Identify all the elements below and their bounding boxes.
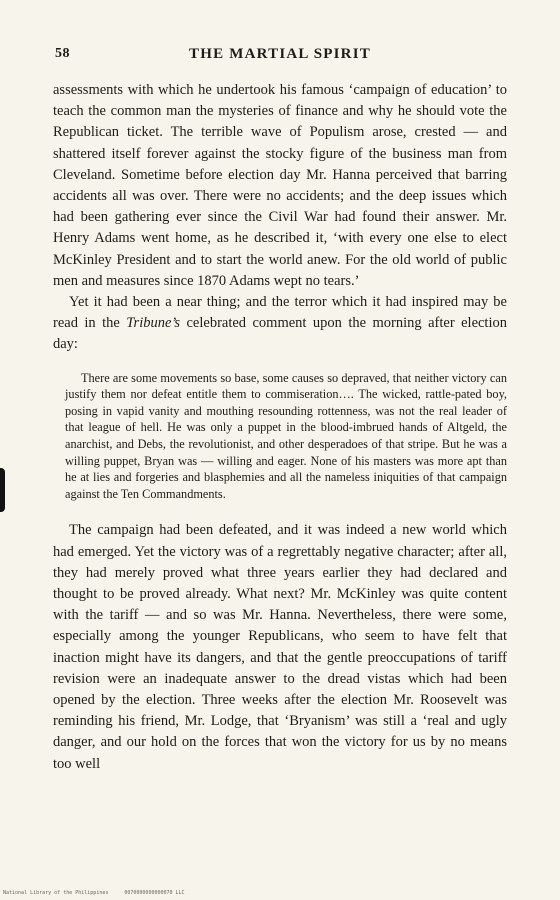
scan-edge-mark [0,468,5,512]
scan-footer [3,890,201,896]
page-header [55,46,505,66]
page-number: 58 [55,46,70,61]
paragraph-2-end: celebrated comment upon the morning after election day: [53,315,507,353]
body-text [53,80,507,775]
paragraph-2 [53,292,507,356]
footer-library: National Library of the Philippines [3,890,109,896]
paragraph-2-start: Yet it had been a near thing; and the terror which it had inspired may be read in the [53,294,507,332]
footer-code: 0070000000000070 LLC [124,890,185,896]
paragraph-3: The campaign had been defeated, and it was indeed a new world which had emerged. Yet the victory was of a regrettably negative character; after all, they had merely proved what three years earlier they had declared and thought to be proved already. What next? Mr. McKinley was quite content with the tariff — and so was Mr. Hanna. Nevertheless, there were some, especially among the younger Republicans, who seem to have felt that inaction might have its dangers, and that the gentle preoccupations of tariff revision were an inadequate answer to the dread vistas which had been opened by the election. Three weeks after the election Mr. Roosevelt was reminding his friend, Mr. Lodge, that ‘Bryanism’ was still a ‘real and ugly danger, and our hold on the forces that won the victory for us by no means too well [53,522,507,772]
paragraph-2-italic: Tribune’s [126,315,181,332]
block-quote: There are some movements so base, some causes so depraved, that neither victory can justify them nor defeat entitle them to commiseration…. The wicked, rattle-pated boy, posing in vapid vanity and mouthing resounding rottenness, was not the real leader of that league of hell. He was only a puppet in the blood-imbrued hands of Altgeld, the anarchist, and Debs, the revolutionist, and other desperadoes of that stripe. But he was a willing puppet, Bryan was — willing and eager. None of his masters was more apt than he at lies and forgeries and blasphemies and all the nameless iniquities of that campaign against the Ten Commandments. [65,370,507,501]
running-head: THE MARTIAL SPIRIT [189,46,371,62]
paragraph-1: assessments with which he undertook his famous ‘campaign of education’ to teach the common man the mysteries of finance and why he should vote the Republican ticket. The terrible wave of Populism arose, crested — and shattered itself forever against the stocky figure of the business man from Cleveland. Sometime before election day Mr. Hanna perceived that barring accidents all was over. There were no accidents; and the deep issues which had been gathering ever since the Civil War had found their answer. Mr. Henry Adams went home, as he described it, ‘with every one else to elect McKinley President and to start the world anew. For the old world of public men and measures since 1870 Adams wept no tears.’ [53,82,507,289]
